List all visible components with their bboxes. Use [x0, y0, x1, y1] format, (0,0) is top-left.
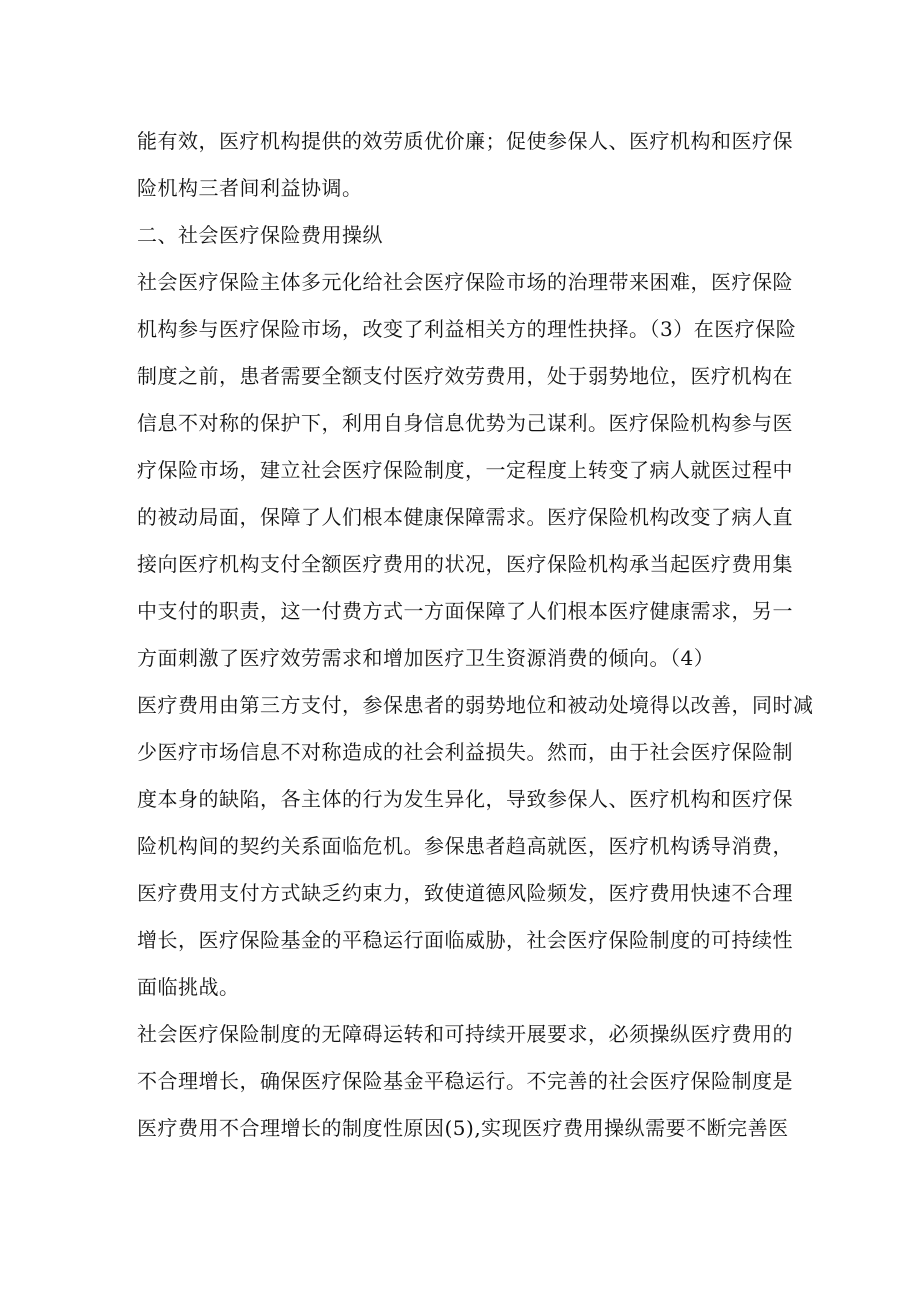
- text-line: 社会医疗保险制度的无障碍运转和可持续开展要求，必须操纵医疗费用的: [137, 1022, 793, 1046]
- text-line: 制度之前，患者需要全额支付医疗效劳费用，处于弱势地位，医疗机构在: [137, 364, 793, 388]
- text-line: 度本身的缺陷，各主体的行为发生异化，导致参保人、医疗机构和医疗保: [137, 787, 793, 811]
- text-line: 能有效，医疗机构提供的效劳质优价廉；促使参保人、医疗机构和医疗保: [137, 129, 793, 153]
- text-line: 信息不对称的保护下，利用自身信息优势为己谋利。医疗保险机构参与医: [137, 411, 793, 435]
- text-line: 疗保险市场，建立社会医疗保险制度，一定程度上转变了病人就医过程中: [137, 458, 793, 482]
- text-line: 少医疗市场信息不对称造成的社会利益损失。然而，由于社会医疗保险制: [137, 740, 793, 764]
- text-line: 中支付的职责，这一付费方式一方面保障了人们根本医疗健康需求，另一: [137, 599, 793, 623]
- text-line: 医疗费用不合理增长的制度性原因(5),实现医疗费用操纵需要不断完善医: [137, 1116, 789, 1140]
- text-line: 医疗费用由第三方支付，参保患者的弱势地位和被动处境得以改善，同时减: [137, 693, 814, 717]
- text-line: 社会医疗保险主体多元化给社会医疗保险市场的治理带来困难，医疗保险: [137, 270, 793, 294]
- heading-text: 二、社会医疗保险费用操纵: [137, 223, 383, 247]
- text-line: 增长，医疗保险基金的平稳运行面临威胁，社会医疗保险制度的可持续性: [137, 928, 793, 952]
- paragraph: [137, 259, 797, 682]
- text-line: 机构参与医疗保险市场，改变了利益相关方的理性抉择。（3）在医疗保险: [137, 317, 797, 341]
- text-line: 险机构三者间利益协调。: [137, 176, 363, 200]
- text-line: 方面刺激了医疗效劳需求和增加医疗卫生资源消费的倾向。（4）: [137, 646, 715, 670]
- text-line: 险机构间的契约关系面临危机。参保患者趋高就医，医疗机构诱导消费，: [137, 834, 793, 858]
- paragraph: [137, 1011, 793, 1152]
- text-line: 接向医疗机构支付全额医疗费用的状况，医疗保险机构承当起医疗费用集: [137, 552, 793, 576]
- paragraph: [137, 682, 814, 1011]
- text-line: 面临挑战。: [137, 975, 240, 999]
- document-body: [137, 118, 814, 1152]
- section-heading: [137, 212, 785, 259]
- text-line: 的被动局面，保障了人们根本健康保障需求。医疗保险机构改变了病人直: [137, 505, 793, 529]
- text-line: 医疗费用支付方式缺乏约束力，致使道德风险频发，医疗费用快速不合理: [137, 881, 793, 905]
- text-line: 不合理增长，确保医疗保险基金平稳运行。不完善的社会医疗保险制度是: [137, 1069, 793, 1093]
- paragraph-continuation: [137, 118, 793, 212]
